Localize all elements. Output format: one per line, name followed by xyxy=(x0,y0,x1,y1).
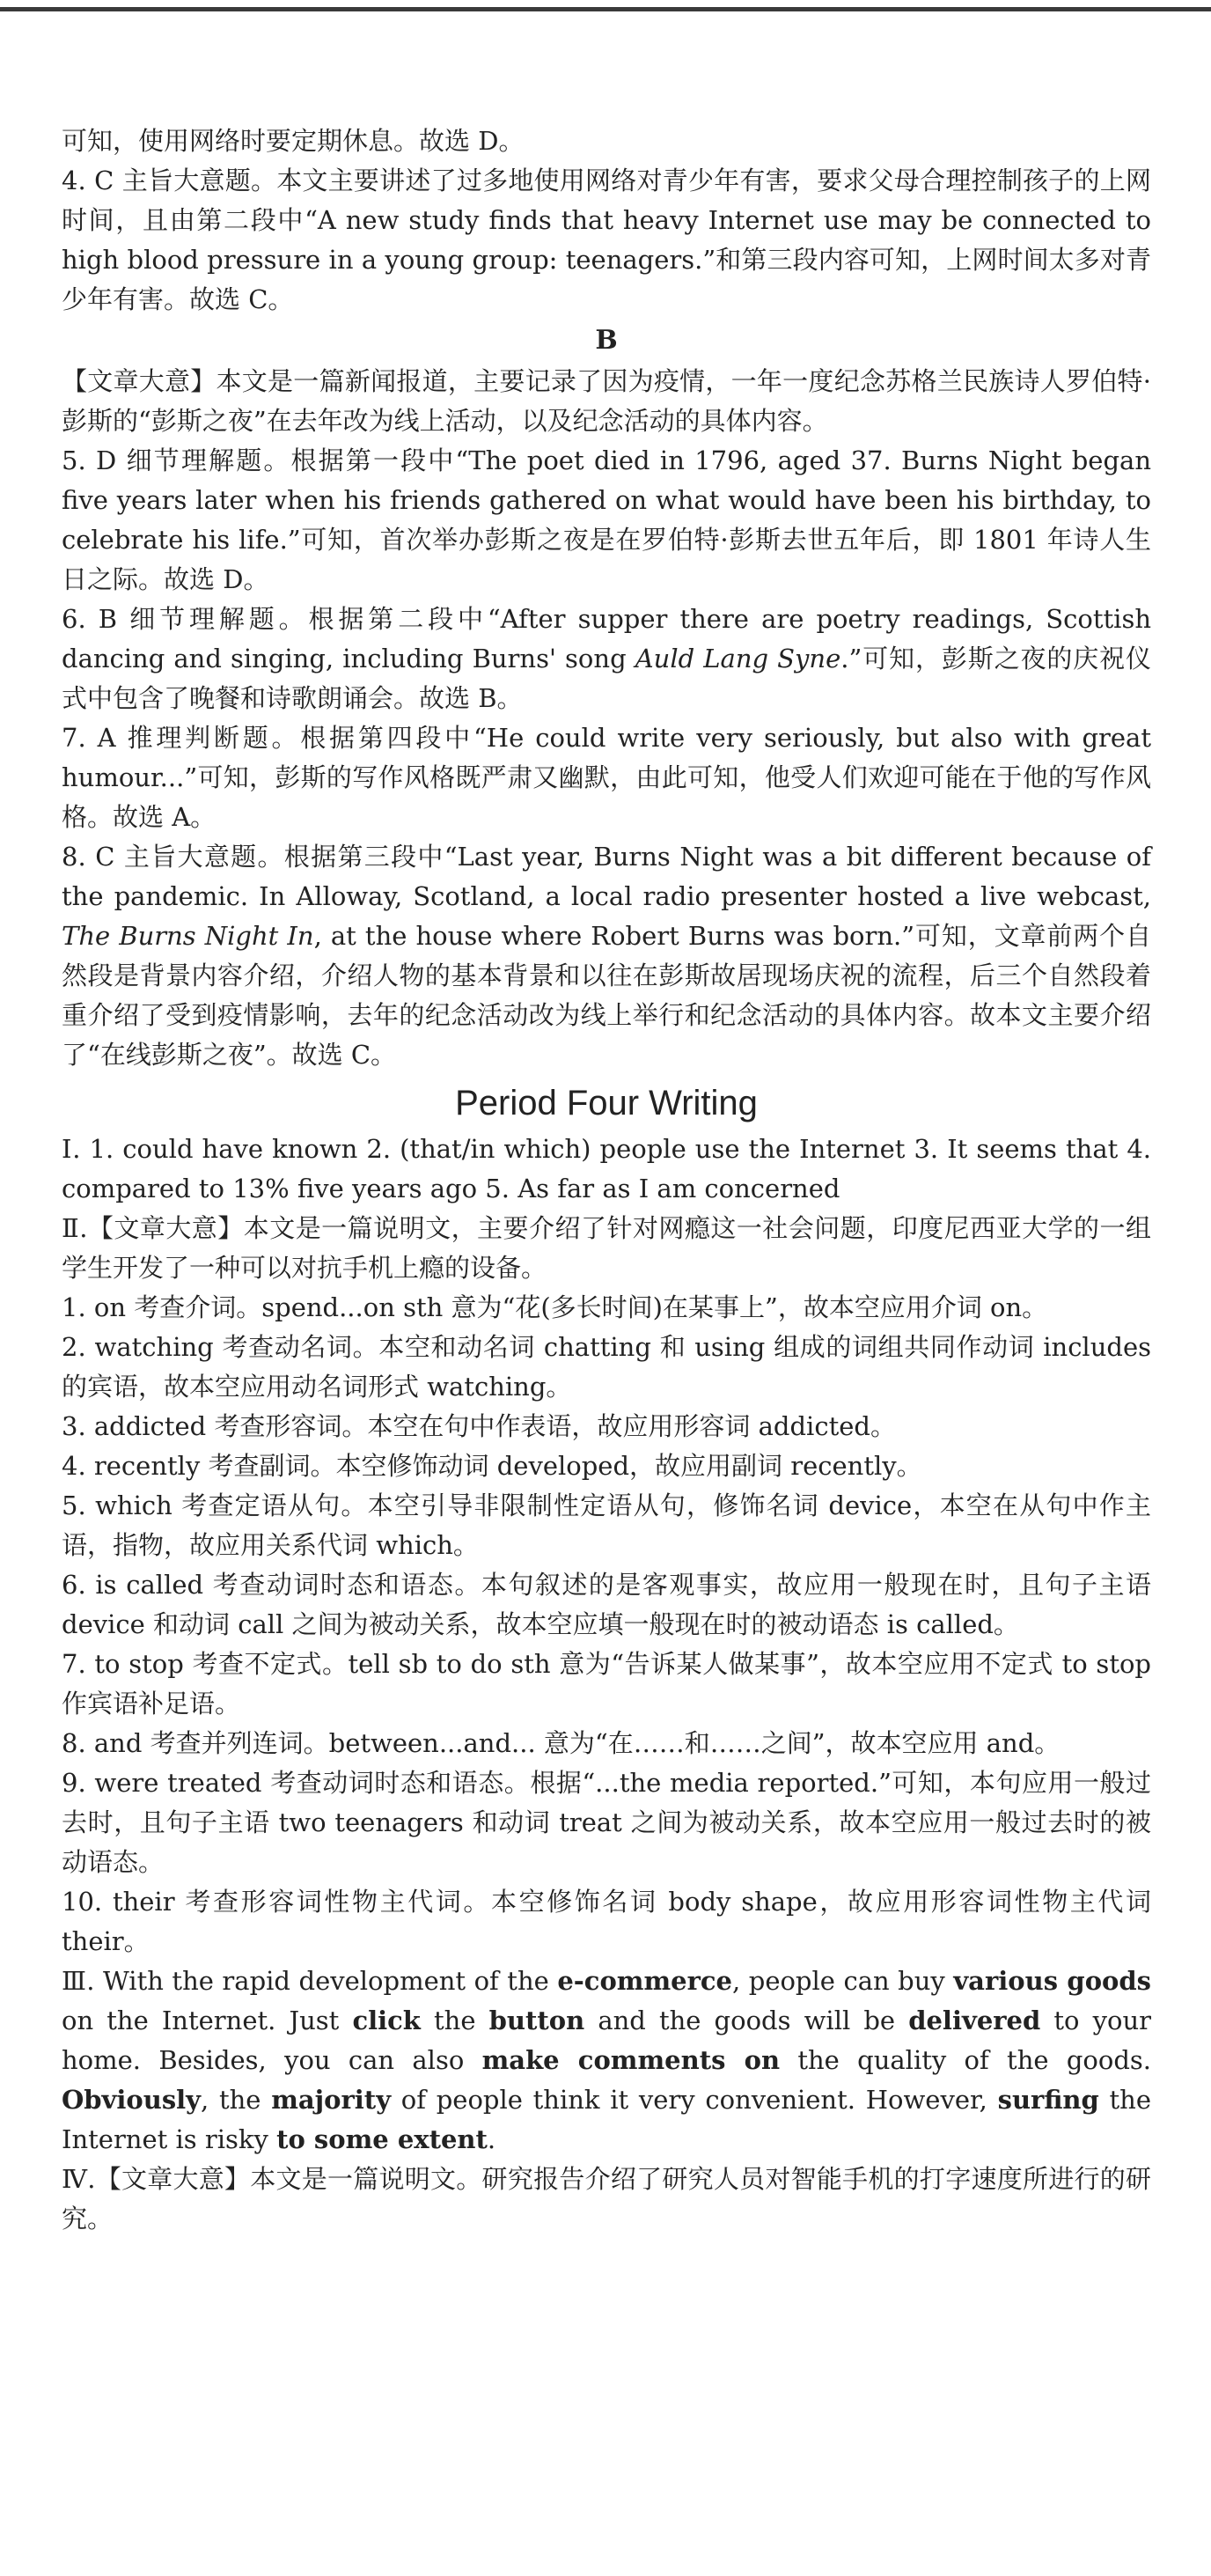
blank-answer-2: 2. watching 考查动名词。本空和动名词 chatting 和 using 组成的词组共同作动词 includes 的宾语，故本空应用动名词形式 watching。 xyxy=(62,1332,1151,1402)
w3-keyword: button xyxy=(488,2006,585,2035)
w3-seg: , people can buy xyxy=(732,1966,954,1996)
answer-q5: 5. D 细节理解题。根据第一段中“The poet died in 1796, aged 37. Burns Night began five years later when his friends gathered on what would have been his birthday, to celebrate his life.”可知，首次举办彭斯之夜是在罗伯特·彭斯去世五年后，即 1801 年诗人生日之际。故选 D。 xyxy=(62,445,1151,594)
w3-seg: the Internet is risky xyxy=(62,2085,1151,2154)
answer-q4: 4. C 主旨大意题。本文主要讲述了过多地使用网络对青少年有害，要求父母合理控制孩子的上网时间，且由第二段中“A new study finds that heavy Internet use may be connected to high blood pressure in a young group: teenagers.”和第三段内容可知，上网时间太多对青少年有害。故选 C。 xyxy=(62,166,1151,314)
w3-seg: to your home. Besides, you can also xyxy=(62,2006,1151,2075)
w3-seg: the xyxy=(420,2006,489,2035)
w3-keyword: to some extent xyxy=(276,2124,488,2154)
writing-part-1: Ⅰ. 1. could have known 2. (that/in which) people use the Internet 3. It seems that 4. compared to 13% five years ago 5. As far as I am concerned xyxy=(62,1134,1151,1203)
writing-part-3 xyxy=(62,1961,1151,2160)
w3-seg: on the Internet. Just xyxy=(62,2006,353,2035)
q8-text-b: , at the house where Robert Burns was born.”可知，文章前两个自然段是背景内容介绍，介绍人物的基本背景和以往在彭斯故居现场庆祝的流程，后三个自然段着重介绍了受到疫情影响，去年的纪念活动改为线上举行和纪念活动的具体内容。故本文主要介绍了“在线彭斯之夜”。故选 C。 xyxy=(62,921,1151,1070)
answer-q6 xyxy=(62,600,1151,718)
section-b-heading: B xyxy=(595,325,618,356)
top-rule xyxy=(0,7,1211,11)
blank-answer-10: 10. their 考查形容词性物主代词。本空修饰名词 body shape，故应用形容词性物主代词 their。 xyxy=(62,1887,1151,1956)
w3-keyword: various goods xyxy=(953,1966,1151,1996)
w3-seg: the quality of the goods. xyxy=(780,2045,1151,2075)
w3-seg: Ⅲ. With the rapid development of the xyxy=(62,1966,558,1996)
writing-part-4-summary: Ⅳ.【文章大意】本文是一篇说明文。研究报告介绍了研究人员对智能手机的打字速度所进行的研究。 xyxy=(62,2164,1151,2234)
answer-line-continued: 可知，使用网络时要定期休息。故选 D。 xyxy=(62,126,525,156)
w3-keyword: e-commerce xyxy=(557,1966,733,1996)
q8-webcast-title: The Burns Night In xyxy=(62,921,314,951)
w3-seg: , the xyxy=(201,2085,272,2115)
blank-answer-6: 6. is called 考查动词时态和语态。本句叙述的是客观事实，故应用一般现在时，且句子主语 device 和动词 call 之间为被动关系，故本空应填一般现在时的被动语态 is called。 xyxy=(62,1570,1151,1639)
answer-q7: 7. A 推理判断题。根据第四段中“He could write very seriously, but also with great humour...”可知，彭斯的写作风格既严肃又幽默，由此可知，他受人们欢迎可能在于他的写作风格。故选 A。 xyxy=(62,723,1151,832)
blank-answer-5: 5. which 考查定语从句。本空引导非限制性定语从句，修饰名词 device，本空在从句中作主语，指物，故应用关系代词 which。 xyxy=(62,1490,1151,1560)
w3-keyword: majority xyxy=(271,2085,392,2115)
blank-answer-4: 4. recently 考查副词。本空修饰动词 developed，故应用副词 recently。 xyxy=(62,1451,922,1481)
q6-song-title: Auld Lang Syne xyxy=(635,644,841,673)
w3-keyword: click xyxy=(352,2006,421,2035)
blank-answer-8: 8. and 考查并列连词。between...and... 意为“在……和……之间”，故本空应用 and。 xyxy=(62,1728,1061,1758)
w3-keyword: delivered xyxy=(908,2006,1041,2035)
blank-answer-3: 3. addicted 考查形容词。本空在句中作表语，故应用形容词 addicted。 xyxy=(62,1411,896,1441)
summary-b: 【文章大意】本文是一篇新闻报道，主要记录了因为疫情，一年一度纪念苏格兰民族诗人罗伯特·彭斯的“彭斯之夜”在去年改为线上活动，以及纪念活动的具体内容。 xyxy=(62,366,1151,436)
writing-part-2-summary: Ⅱ.【文章大意】本文是一篇说明文，主要介绍了针对网瘾这一社会问题，印度尼西亚大学的一组学生开发了一种可以对抗手机上瘾的设备。 xyxy=(62,1213,1151,1283)
blank-answer-9: 9. were treated 考查动词时态和语态。根据“...the media reported.”可知，本句应用一般过去时，且句子主语 two teenagers 和动词 treat 之间为被动关系，故本空应用一般过去时的被动语态。 xyxy=(62,1768,1151,1877)
blank-answer-1: 1. on 考查介词。spend...on sth 意为“花(多长时间)在某事上”，故本空应用介词 on。 xyxy=(62,1292,1048,1322)
w3-seg: . xyxy=(487,2124,496,2154)
answer-q8 xyxy=(62,837,1151,1075)
q8-text-a: 8. C 主旨大意题。根据第三段中“Last year, Burns Night was a bit different because of the pandemic. In Alloway, Scotland, a local radio presenter hosted a live webcast, xyxy=(62,842,1151,911)
q6-text-a: 6. B 细节理解题。根据第二段中“After supper there are poetry readings, Scottish dancing and singing, including Burns' song xyxy=(62,604,1151,673)
w3-seg: and the goods will be xyxy=(584,2006,909,2035)
w3-keyword: surfing xyxy=(997,2085,1099,2115)
w3-keyword: make comments on xyxy=(481,2045,781,2075)
blank-answer-7: 7. to stop 考查不定式。tell sb to do sth 意为“告诉某人做某事”，故本空应用不定式 to stop 作宾语补足语。 xyxy=(62,1649,1151,1719)
q6-text-b: .”可知，彭斯之夜的庆祝仪式中包含了晚餐和诗歌朗诵会。故选 B。 xyxy=(62,644,1151,713)
w3-keyword: Obviously xyxy=(62,2085,202,2115)
w3-seg: of people think it very convenient. However, xyxy=(391,2085,998,2115)
period-four-title: Period Four Writing xyxy=(455,1084,758,1122)
